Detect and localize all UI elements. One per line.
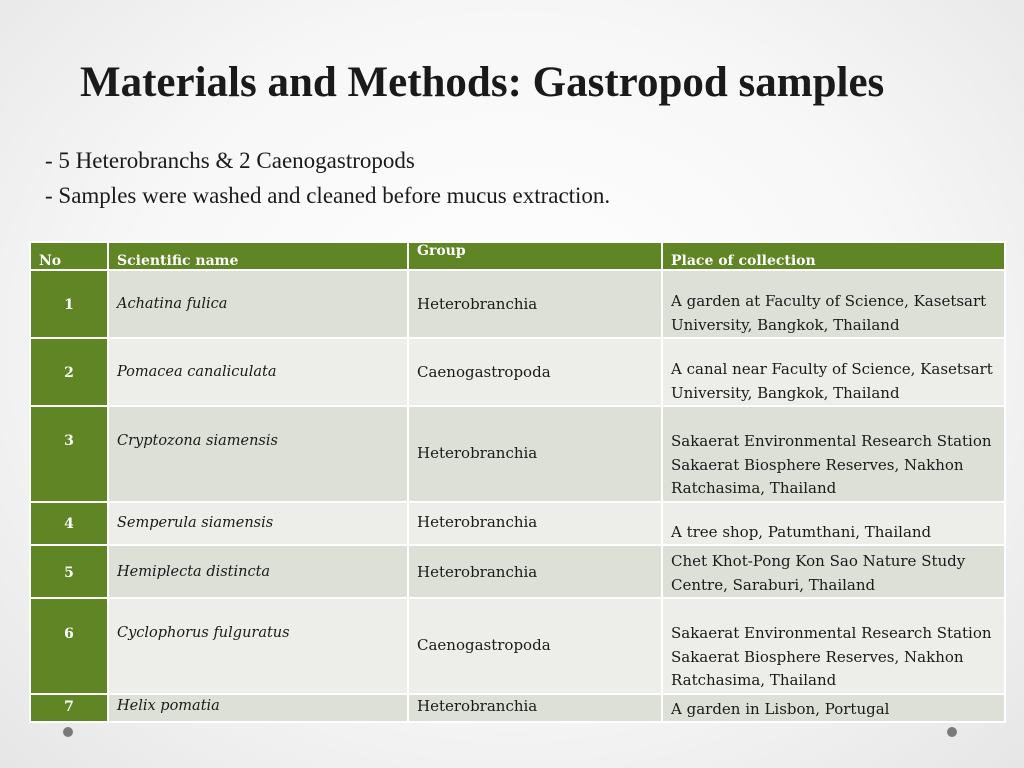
table-row xyxy=(30,406,1005,502)
row-number: 1 xyxy=(30,270,108,338)
decorative-dot-icon xyxy=(947,727,957,737)
row-number: 2 xyxy=(30,338,108,406)
scientific-name: Pomacea canaliculata xyxy=(108,338,408,406)
place-of-collection: Sakaerat Environmental Research Station Sakaerat Biosphere Reserves, Nakhon Ratchasima, Thailand xyxy=(662,406,1005,502)
table-row xyxy=(30,545,1005,598)
table-row xyxy=(30,502,1005,546)
scientific-name: Achatina fulica xyxy=(108,270,408,338)
place-of-collection: A tree shop, Patumthani, Thailand xyxy=(662,502,1005,546)
group: Heterobranchia xyxy=(408,502,662,546)
row-number: 6 xyxy=(30,598,108,694)
scientific-name: Hemiplecta distincta xyxy=(108,545,408,598)
place-of-collection: A canal near Faculty of Science, Kasetsart University, Bangkok, Thailand xyxy=(662,338,1005,406)
group: Caenogastropoda xyxy=(408,598,662,694)
slide-title: Materials and Methods: Gastropod samples xyxy=(80,59,885,106)
header-no: No xyxy=(30,242,108,270)
group: Heterobranchia xyxy=(408,406,662,502)
row-number: 3 xyxy=(30,406,108,502)
row-number: 5 xyxy=(30,545,108,598)
header-scientific-name: Scientific name xyxy=(108,242,408,270)
header-group: Group xyxy=(408,242,662,270)
row-number: 4 xyxy=(30,502,108,546)
table-row xyxy=(30,694,1005,723)
table-row xyxy=(30,338,1005,406)
row-number: 7 xyxy=(30,694,108,723)
group: Caenogastropoda xyxy=(408,338,662,406)
scientific-name: Helix pomatia xyxy=(108,694,408,723)
header-place-of-collection: Place of collection xyxy=(662,242,1005,270)
group: Heterobranchia xyxy=(408,545,662,598)
place-of-collection: Sakaerat Environmental Research Station Sakaerat Biosphere Reserves, Nakhon Ratchasima, Thailand xyxy=(662,598,1005,694)
group: Heterobranchia xyxy=(408,270,662,338)
table-row xyxy=(30,598,1005,694)
table-row xyxy=(30,270,1005,338)
bullet-item: - 5 Heterobranchs & 2 Caenogastropods xyxy=(45,148,415,173)
place-of-collection: A garden in Lisbon, Portugal xyxy=(662,694,1005,723)
samples-table xyxy=(29,241,1006,723)
scientific-name: Cyclophorus fulguratus xyxy=(108,598,408,694)
group: Heterobranchia xyxy=(408,694,662,723)
scientific-name: Semperula siamensis xyxy=(108,502,408,546)
bullet-item: - Samples were washed and cleaned before mucus extraction. xyxy=(45,183,611,208)
place-of-collection: A garden at Faculty of Science, Kasetsart University, Bangkok, Thailand xyxy=(662,270,1005,338)
decorative-dot-icon xyxy=(63,727,73,737)
bullet-list xyxy=(45,143,610,213)
scientific-name: Cryptozona siamensis xyxy=(108,406,408,502)
place-of-collection: Chet Khot-Pong Kon Sao Nature Study Centre, Saraburi, Thailand xyxy=(662,545,1005,598)
table-header-row xyxy=(30,242,1005,270)
